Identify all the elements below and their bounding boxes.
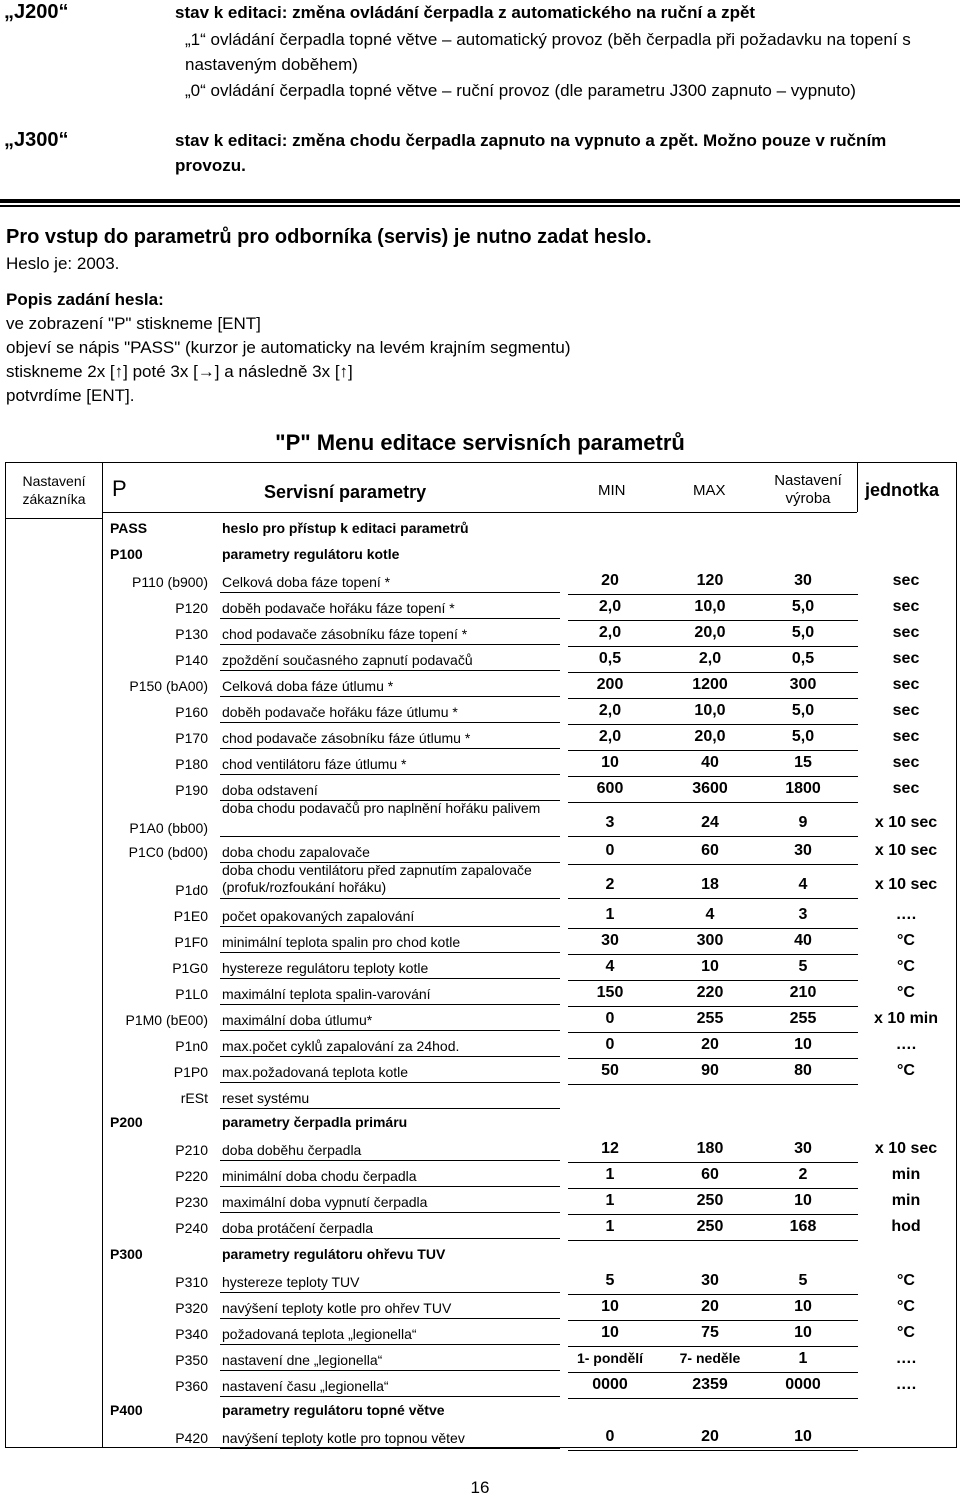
- row-underline: [568, 928, 858, 929]
- row-underline: [568, 1188, 858, 1189]
- header-p: P: [112, 476, 127, 501]
- param-description: nastavení dne „legionella“: [222, 1352, 383, 1368]
- param-max: 75: [701, 1324, 719, 1341]
- param-factory: 5,0: [791, 702, 815, 719]
- param-code: P1F0: [174, 934, 208, 950]
- param-code: P310: [175, 1274, 208, 1290]
- row-underline: [220, 722, 560, 723]
- param-min: 30: [601, 932, 619, 949]
- param-max: 2,0: [698, 650, 722, 667]
- param-description: navýšení teploty kotle pro topnou větev: [222, 1430, 465, 1446]
- param-unit: sec: [892, 702, 920, 719]
- row-underline: [220, 1004, 560, 1005]
- param-max: 3600: [692, 780, 728, 797]
- param-factory: 255: [789, 1010, 817, 1027]
- instruction-line: stiskneme 2x [↑] poté 3x [→] a následně 3x [↑]: [6, 362, 353, 381]
- param-description: chod podavače zásobníku fáze topení *: [222, 626, 468, 642]
- row-underline: [220, 696, 560, 697]
- param-factory: 168: [789, 1218, 817, 1235]
- param-max: 20: [701, 1298, 719, 1315]
- param-code: P240: [175, 1220, 208, 1236]
- param-factory: 5,0: [791, 598, 815, 615]
- row-underline: [568, 864, 858, 865]
- row-underline: [220, 1030, 560, 1031]
- row-underline: [568, 1372, 858, 1373]
- param-description: navýšení teploty kotle pro ohřev TUV: [222, 1300, 452, 1316]
- param-min: 2,0: [598, 702, 622, 719]
- param-min: 0: [605, 1428, 615, 1445]
- row-underline: [220, 1344, 560, 1345]
- param-unit: °C: [897, 1298, 915, 1315]
- param-description: reset systému: [222, 1090, 310, 1106]
- param-max: 20: [701, 1036, 719, 1053]
- param-description: doba protáčení čerpadla: [222, 1220, 373, 1236]
- param-code: P340: [175, 1326, 208, 1342]
- param-unit: °C: [897, 958, 915, 975]
- row-underline: [220, 1160, 560, 1161]
- param-description: max.počet cyklů zapalování za 24hod.: [222, 1038, 460, 1054]
- header-unit: jednotka: [865, 480, 940, 500]
- param-max: 250: [696, 1218, 724, 1235]
- param-unit: ….: [895, 1376, 917, 1393]
- param-max: 20,0: [694, 624, 726, 641]
- param-description: parametry regulátoru kotle: [222, 546, 400, 562]
- password-heading: Pro vstup do parametrů pro odborníka (servis) je nutno zadat heslo.: [6, 226, 652, 248]
- row-underline: [568, 836, 858, 837]
- param-factory: 1800: [785, 780, 821, 797]
- header-customer-setting: Nastavení zákazníka: [22, 473, 86, 507]
- row-underline: [220, 952, 560, 953]
- row-underline: [220, 898, 560, 899]
- password-value: Heslo je: 2003.: [6, 254, 120, 273]
- param-factory: 0,5: [791, 650, 815, 667]
- param-description: maximální doba útlumu*: [222, 1012, 373, 1028]
- row-underline: [220, 1212, 560, 1213]
- param-factory: 15: [794, 754, 812, 771]
- param-code: P1d0: [175, 882, 208, 898]
- param-max: 120: [696, 572, 724, 589]
- row-underline: [220, 1056, 560, 1057]
- param-description: doběh podavače hořáku fáze topení *: [222, 600, 455, 616]
- param-min: 150: [596, 984, 624, 1001]
- row-underline: [568, 1214, 858, 1215]
- header-factory-setting: Nastavení výroba: [774, 472, 842, 507]
- param-factory: 2: [798, 1166, 808, 1183]
- param-factory: 9: [798, 814, 808, 831]
- param-code: P420: [175, 1430, 208, 1446]
- row-underline: [568, 776, 858, 777]
- param-code: P1P0: [173, 1064, 208, 1080]
- param-max: 30: [701, 1272, 719, 1289]
- param-code: P220: [175, 1168, 208, 1184]
- param-unit: °C: [897, 1324, 915, 1341]
- param-max: 60: [701, 842, 719, 859]
- param-code: P1E0: [173, 908, 208, 924]
- row-underline: [220, 926, 560, 927]
- param-min: 0: [605, 1036, 615, 1053]
- j200-code: „J200“: [4, 1, 69, 23]
- param-code: P100: [110, 546, 143, 562]
- row-underline: [220, 978, 560, 979]
- param-min: 200: [596, 676, 624, 693]
- param-unit: sec: [892, 650, 920, 667]
- param-max: 24: [701, 814, 719, 831]
- row-underline: [220, 670, 560, 671]
- param-min: 10: [601, 1324, 619, 1341]
- row-underline: [220, 1082, 560, 1083]
- param-code: P350: [175, 1352, 208, 1368]
- param-description: požadovaná teplota „legionella“: [222, 1326, 417, 1342]
- param-code: P110 (b900): [131, 574, 208, 590]
- row-underline: [568, 594, 858, 595]
- param-code: P120: [175, 600, 208, 616]
- param-description: počet opakovaných zapalování: [222, 908, 415, 924]
- row-underline: [220, 1370, 560, 1371]
- param-code: P320: [175, 1300, 208, 1316]
- row-underline: [220, 774, 560, 775]
- param-description: minimální teplota spalin pro chod kotle: [222, 934, 461, 950]
- instruction-line: ve zobrazení "P" stiskneme [ENT]: [6, 314, 261, 333]
- param-max: 300: [696, 932, 724, 949]
- row-underline: [220, 836, 560, 837]
- param-unit: x 10 sec: [874, 814, 938, 831]
- param-min: 1: [605, 1192, 615, 1209]
- param-max: 7- neděle: [679, 1350, 741, 1366]
- param-unit: sec: [892, 572, 920, 589]
- param-code: P1n0: [175, 1038, 208, 1054]
- param-description: hystereze teploty TUV: [222, 1274, 360, 1290]
- row-underline: [220, 748, 560, 749]
- param-factory: 1: [798, 1350, 808, 1367]
- param-code: P230: [175, 1194, 208, 1210]
- row-underline: [568, 1294, 858, 1295]
- j200-line: stav k editaci: změna ovládání čerpadla z automatického na ruční a zpět: [175, 3, 756, 22]
- row-underline: [568, 1058, 858, 1059]
- row-underline: [220, 618, 560, 619]
- param-unit: x 10 sec: [874, 842, 938, 859]
- row-underline: [568, 672, 858, 673]
- param-code: P1L0: [175, 986, 208, 1002]
- param-code: P210: [175, 1142, 208, 1158]
- row-underline: [568, 802, 858, 803]
- param-description: doba odstavení: [222, 782, 318, 798]
- row-underline: [220, 1238, 560, 1239]
- j300-line: stav k editaci: změna chodu čerpadla zapnuto na vypnuto a zpět. Možno pouze v ručním provozu.: [175, 131, 887, 175]
- row-underline: [220, 1396, 560, 1397]
- row-underline: [220, 592, 560, 593]
- param-code: P130: [175, 626, 208, 642]
- param-factory: 4: [798, 876, 808, 893]
- param-max: 10,0: [694, 598, 726, 615]
- param-min: 0,5: [598, 650, 622, 667]
- row-underline: [220, 1186, 560, 1187]
- param-unit: sec: [892, 754, 920, 771]
- param-factory: 0000: [785, 1376, 821, 1393]
- param-description: parametry regulátoru ohřevu TUV: [222, 1246, 446, 1262]
- param-max: 250: [696, 1192, 724, 1209]
- row-underline: [568, 1084, 858, 1085]
- header-max: MAX: [693, 482, 726, 499]
- param-description: maximální doba vypnutí čerpadla: [222, 1194, 428, 1210]
- param-min: 2: [605, 876, 615, 893]
- row-underline: [568, 1450, 858, 1451]
- row-underline: [568, 1320, 858, 1321]
- param-max: 20: [701, 1428, 719, 1445]
- header-min: MIN: [598, 482, 626, 499]
- param-unit: °C: [897, 1062, 915, 1079]
- param-min: 1: [605, 1218, 615, 1235]
- param-min: 12: [601, 1140, 619, 1157]
- param-max: 20,0: [694, 728, 726, 745]
- param-min: 1: [605, 906, 615, 923]
- param-unit: hod: [891, 1218, 921, 1235]
- param-unit: ….: [895, 1350, 917, 1367]
- param-min: 0: [605, 1010, 615, 1027]
- row-underline: [220, 1108, 560, 1109]
- param-max: 4: [705, 906, 715, 923]
- param-unit: min: [891, 1166, 921, 1183]
- param-max: 10: [701, 958, 719, 975]
- param-min: 600: [596, 780, 624, 797]
- param-description: chod podavače zásobníku fáze útlumu *: [222, 730, 471, 746]
- param-min: 20: [601, 572, 619, 589]
- row-underline: [568, 1162, 858, 1163]
- param-max: 2359: [692, 1376, 728, 1393]
- param-unit: sec: [892, 728, 920, 745]
- param-factory: 210: [789, 984, 817, 1001]
- param-max: 90: [701, 1062, 719, 1079]
- param-min: 1: [605, 1166, 615, 1183]
- param-max: 40: [701, 754, 719, 771]
- param-max: 18: [701, 876, 719, 893]
- row-underline: [568, 954, 858, 955]
- divider: [0, 199, 960, 203]
- param-max: 1200: [692, 676, 728, 693]
- param-min: 3: [605, 814, 615, 831]
- param-description: doba chodu podavačů pro naplnění hořáku palivem: [222, 800, 541, 816]
- param-min: 10: [601, 754, 619, 771]
- param-code: P1A0 (bb00): [129, 820, 208, 836]
- row-underline: [220, 644, 560, 645]
- param-unit: °C: [897, 984, 915, 1001]
- param-description: heslo pro přístup k editaci parametrů: [222, 520, 469, 536]
- row-underline: [568, 1346, 858, 1347]
- param-factory: 80: [794, 1062, 812, 1079]
- row-underline: [568, 620, 858, 621]
- row-underline: [568, 646, 858, 647]
- param-description: hystereze regulátoru teploty kotle: [222, 960, 429, 976]
- param-description: parametry čerpadla primáru: [222, 1114, 408, 1130]
- param-unit: x 10 sec: [874, 1140, 938, 1157]
- row-underline: [220, 1292, 560, 1293]
- param-code: P200: [110, 1114, 143, 1130]
- divider-thin: [0, 205, 960, 207]
- param-min: 0000: [592, 1376, 628, 1393]
- param-description: chod ventilátoru fáze útlumu *: [222, 756, 407, 772]
- param-description: doba doběhu čerpadla: [222, 1142, 362, 1158]
- row-underline: [568, 1006, 858, 1007]
- param-description: parametry regulátoru topné větve: [222, 1402, 445, 1418]
- row-underline: [568, 1398, 858, 1399]
- param-factory: 40: [794, 932, 812, 949]
- param-unit: °C: [897, 932, 915, 949]
- param-factory: 5,0: [791, 728, 815, 745]
- param-min: 2,0: [598, 728, 622, 745]
- param-description: maximální teplota spalin-varování: [222, 986, 431, 1002]
- param-factory: 10: [794, 1192, 812, 1209]
- row-underline: [568, 980, 858, 981]
- param-max: 10,0: [694, 702, 726, 719]
- j300-code: „J300“: [4, 129, 69, 151]
- param-min: 10: [601, 1298, 619, 1315]
- param-unit: min: [891, 1192, 921, 1209]
- param-unit: x 10 min: [873, 1010, 939, 1027]
- param-factory: 10: [794, 1428, 812, 1445]
- param-description: Celková doba fáze topení *: [222, 574, 391, 590]
- param-min: 0: [605, 842, 615, 859]
- param-code: P170: [175, 730, 208, 746]
- param-description: max.požadovaná teplota kotle: [222, 1064, 409, 1080]
- param-unit: sec: [892, 676, 920, 693]
- param-max: 220: [696, 984, 724, 1001]
- instruction-line: objeví se nápis "PASS" (kurzor je automaticky na levém krajním segmentu): [6, 338, 571, 357]
- param-factory: 10: [794, 1298, 812, 1315]
- param-factory: 3: [798, 906, 808, 923]
- row-underline: [220, 1318, 560, 1319]
- param-code: P180: [175, 756, 208, 772]
- table-title: "P" Menu editace servisních parametrů: [275, 430, 685, 455]
- row-underline: [568, 698, 858, 699]
- password-instructions-title: Popis zadání hesla:: [6, 290, 164, 309]
- param-min: 50: [601, 1062, 619, 1079]
- param-min: 4: [605, 958, 615, 975]
- param-description: nastavení času „legionella“: [222, 1378, 389, 1394]
- param-code: rESt: [180, 1090, 208, 1106]
- param-code: P360: [175, 1378, 208, 1394]
- param-max: 180: [696, 1140, 724, 1157]
- param-unit: ….: [895, 1036, 917, 1053]
- param-unit: sec: [892, 780, 920, 797]
- row-underline: [220, 1448, 560, 1449]
- param-min: 2,0: [598, 598, 622, 615]
- param-min: 1- pondělí: [576, 1350, 644, 1366]
- param-code: P160: [175, 704, 208, 720]
- param-description: minimální doba chodu čerpadla: [222, 1168, 417, 1184]
- param-factory: 5: [798, 1272, 808, 1289]
- param-description: doba chodu ventilátoru před zapnutím zapalovače (profuk/rozfoukání hořáku): [222, 862, 532, 895]
- param-code: PASS: [110, 520, 148, 536]
- param-code: P1M0 (bE00): [125, 1012, 208, 1028]
- param-unit: x 10 sec: [874, 876, 938, 893]
- param-description: doba chodu zapalovače: [222, 844, 370, 860]
- param-description: zpoždění současného zapnutí podavačů: [222, 652, 473, 668]
- param-factory: 300: [789, 676, 817, 693]
- param-factory: 30: [794, 1140, 812, 1157]
- param-factory: 30: [794, 572, 812, 589]
- row-underline: [568, 1240, 858, 1241]
- param-min: 5: [605, 1272, 615, 1289]
- param-min: 2,0: [598, 624, 622, 641]
- param-code: P400: [110, 1402, 143, 1418]
- param-description: Celková doba fáze útlumu *: [222, 678, 394, 694]
- param-code: P190: [175, 782, 208, 798]
- page-number: 16: [470, 1478, 490, 1497]
- param-factory: 5: [798, 958, 808, 975]
- param-code: P140: [175, 652, 208, 668]
- param-max: 255: [696, 1010, 724, 1027]
- param-unit: sec: [892, 624, 920, 641]
- param-code: P300: [110, 1246, 143, 1262]
- row-underline: [568, 898, 858, 899]
- param-factory: 30: [794, 842, 812, 859]
- param-unit: sec: [892, 598, 920, 615]
- param-max: 60: [701, 1166, 719, 1183]
- param-code: P150 (bA00): [129, 678, 208, 694]
- param-factory: 10: [794, 1324, 812, 1341]
- instruction-line: potvrdíme [ENT].: [6, 386, 135, 405]
- param-description: doběh podavače hořáku fáze útlumu *: [222, 704, 458, 720]
- param-code: P1G0: [172, 960, 208, 976]
- row-underline: [568, 1032, 858, 1033]
- param-factory: 5,0: [791, 624, 815, 641]
- param-unit: ….: [895, 906, 917, 923]
- header-service-params: Servisní parametry: [264, 482, 427, 502]
- row-underline: [568, 724, 858, 725]
- param-code: P1C0 (bd00): [128, 844, 208, 860]
- row-underline: [568, 750, 858, 751]
- param-factory: 10: [794, 1036, 812, 1053]
- param-unit: °C: [897, 1272, 915, 1289]
